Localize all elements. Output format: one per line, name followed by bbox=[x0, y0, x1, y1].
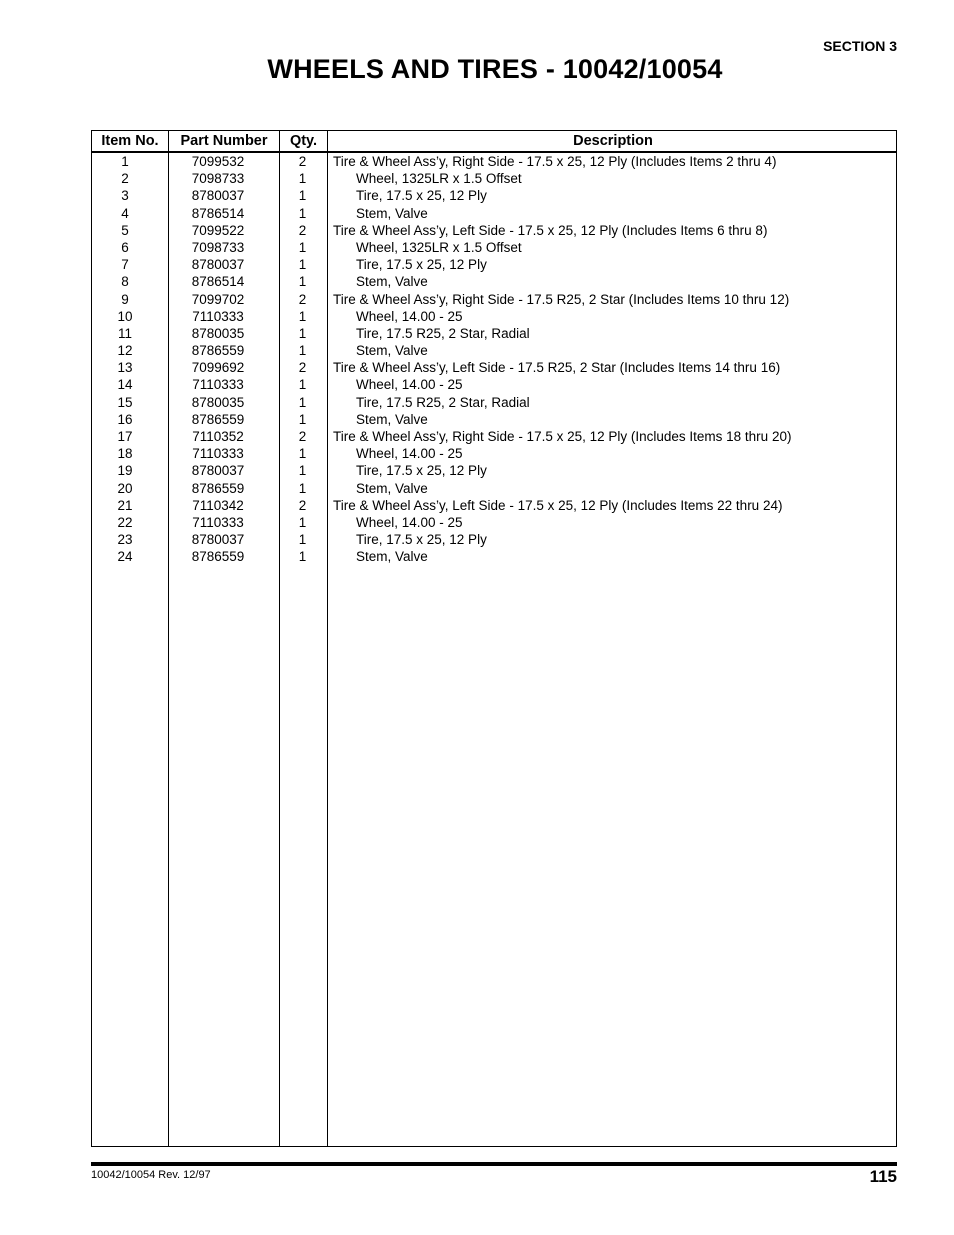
description-cell: Stem, Valve bbox=[356, 411, 428, 427]
table-row bbox=[92, 548, 896, 565]
table-row bbox=[92, 342, 896, 359]
quantity-cell: 1 bbox=[298, 171, 307, 187]
part-number-cell: 8786559 bbox=[191, 549, 245, 565]
item-number-cell: 10 bbox=[117, 308, 133, 324]
quantity-cell: 1 bbox=[298, 514, 307, 530]
item-number-cell: 8 bbox=[121, 274, 129, 290]
table-row bbox=[92, 170, 896, 187]
description-cell: Stem, Valve bbox=[356, 480, 428, 496]
item-number-cell: 24 bbox=[117, 549, 133, 565]
part-number-cell: 8786514 bbox=[191, 205, 245, 221]
header-description: Description bbox=[573, 133, 653, 149]
table-row bbox=[92, 239, 896, 256]
table-row bbox=[92, 480, 896, 497]
table-row bbox=[92, 308, 896, 325]
quantity-cell: 1 bbox=[298, 377, 307, 393]
part-number-cell: 8780035 bbox=[191, 394, 245, 410]
table-row bbox=[92, 153, 896, 170]
part-number-cell: 7110352 bbox=[192, 429, 244, 444]
item-number-cell: 13 bbox=[117, 360, 133, 376]
table-row bbox=[92, 428, 896, 445]
item-number-cell: 1 bbox=[121, 154, 129, 169]
description-cell: Tire, 17.5 R25, 2 Star, Radial bbox=[356, 325, 530, 341]
table-row bbox=[92, 205, 896, 222]
table-row bbox=[92, 531, 896, 548]
description-cell: Tire & Wheel Ass’y, Left Side - 17.5 x 25, 12 Ply (Includes Items 6 thru 8) bbox=[333, 222, 768, 238]
item-number-cell: 7 bbox=[121, 257, 129, 273]
description-cell: Tire, 17.5 x 25, 12 Ply bbox=[356, 257, 487, 273]
table-row bbox=[92, 445, 896, 462]
part-number-cell: 7110333 bbox=[192, 308, 244, 324]
item-number-cell: 19 bbox=[117, 463, 133, 479]
table-row bbox=[92, 359, 896, 376]
item-number-cell: 11 bbox=[117, 325, 132, 341]
quantity-cell: 1 bbox=[298, 325, 307, 341]
table-row bbox=[92, 394, 896, 411]
description-cell: Tire & Wheel Ass’y, Right Side - 17.5 x 25, 12 Ply (Includes Items 2 thru 4) bbox=[333, 154, 777, 169]
item-number-cell: 14 bbox=[117, 377, 133, 393]
item-number-cell: 17 bbox=[117, 429, 133, 444]
description-cell: Stem, Valve bbox=[356, 274, 428, 290]
part-number-cell: 7099522 bbox=[191, 222, 245, 238]
quantity-cell: 1 bbox=[298, 532, 307, 548]
quantity-cell: 1 bbox=[298, 188, 307, 204]
page-number: 115 bbox=[869, 1167, 897, 1186]
header-qty: Qty. bbox=[289, 133, 318, 149]
section-label: SECTION 3 bbox=[823, 38, 897, 54]
description-cell: Tire, 17.5 x 25, 12 Ply bbox=[356, 463, 487, 479]
description-cell: Wheel, 14.00 - 25 bbox=[356, 514, 463, 530]
description-cell: Tire & Wheel Ass’y, Right Side - 17.5 x 25, 12 Ply (Includes Items 18 thru 20) bbox=[333, 429, 792, 444]
part-number-cell: 7099692 bbox=[191, 360, 245, 376]
description-cell: Wheel, 14.00 - 25 bbox=[356, 446, 463, 462]
item-number-cell: 15 bbox=[117, 394, 133, 410]
item-number-cell: 9 bbox=[121, 291, 129, 307]
part-number-cell: 8780037 bbox=[191, 257, 245, 273]
table-row bbox=[92, 256, 896, 273]
quantity-cell: 1 bbox=[298, 480, 307, 496]
part-number-cell: 8780037 bbox=[191, 463, 245, 479]
table-row bbox=[92, 497, 896, 514]
quantity-cell: 1 bbox=[298, 463, 307, 479]
item-number-cell: 22 bbox=[117, 514, 133, 530]
item-number-cell: 4 bbox=[121, 205, 129, 221]
part-number-cell: 7099702 bbox=[191, 291, 245, 307]
table-body bbox=[92, 153, 896, 566]
quantity-cell: 1 bbox=[298, 549, 307, 565]
quantity-cell: 2 bbox=[298, 154, 307, 169]
table-row bbox=[92, 187, 896, 204]
quantity-cell: 1 bbox=[298, 411, 307, 427]
quantity-cell: 2 bbox=[298, 497, 307, 513]
description-cell: Tire & Wheel Ass’y, Left Side - 17.5 R25, 2 Star (Includes Items 14 thru 16) bbox=[333, 360, 781, 376]
item-number-cell: 5 bbox=[121, 222, 129, 238]
item-number-cell: 2 bbox=[121, 171, 129, 187]
item-number-cell: 21 bbox=[117, 497, 133, 513]
quantity-cell: 1 bbox=[298, 394, 307, 410]
quantity-cell: 1 bbox=[298, 274, 307, 290]
quantity-cell: 1 bbox=[298, 239, 307, 255]
part-number-cell: 8786559 bbox=[191, 411, 245, 427]
part-number-cell: 7110342 bbox=[192, 497, 244, 513]
header-item-no: Item No. bbox=[101, 133, 159, 149]
parts-table bbox=[91, 130, 897, 1147]
part-number-cell: 8786559 bbox=[191, 343, 245, 359]
part-number-cell: 8786514 bbox=[191, 274, 245, 290]
quantity-cell: 1 bbox=[298, 446, 307, 462]
table-row bbox=[92, 222, 896, 239]
quantity-cell: 1 bbox=[298, 343, 307, 359]
quantity-cell: 2 bbox=[298, 360, 307, 376]
quantity-cell: 1 bbox=[298, 308, 307, 324]
quantity-cell: 2 bbox=[298, 429, 307, 444]
doc-revision: 10042/10054 Rev. 12/97 bbox=[91, 1169, 211, 1181]
description-cell: Wheel, 14.00 - 25 bbox=[356, 377, 463, 393]
part-number-cell: 8786559 bbox=[191, 480, 245, 496]
description-cell: Wheel, 1325LR x 1.5 Offset bbox=[356, 171, 522, 187]
description-cell: Wheel, 14.00 - 25 bbox=[356, 308, 463, 324]
item-number-cell: 12 bbox=[117, 343, 133, 359]
part-number-cell: 7098733 bbox=[191, 239, 245, 255]
quantity-cell: 2 bbox=[298, 291, 307, 307]
quantity-cell: 1 bbox=[298, 257, 307, 273]
table-row bbox=[92, 514, 896, 531]
description-cell: Stem, Valve bbox=[356, 343, 428, 359]
table-row bbox=[92, 462, 896, 479]
description-cell: Tire & Wheel Ass’y, Right Side - 17.5 R25, 2 Star (Includes Items 10 thru 12) bbox=[333, 291, 790, 307]
description-cell: Tire & Wheel Ass’y, Left Side - 17.5 x 25, 12 Ply (Includes Items 22 thru 24) bbox=[333, 497, 783, 513]
table-row bbox=[92, 291, 896, 308]
description-cell: Wheel, 1325LR x 1.5 Offset bbox=[356, 239, 522, 255]
item-number-cell: 20 bbox=[117, 480, 133, 496]
table-row bbox=[92, 325, 896, 342]
quantity-cell: 1 bbox=[298, 205, 307, 221]
item-number-cell: 16 bbox=[117, 411, 133, 427]
table-row bbox=[92, 411, 896, 428]
part-number-cell: 7098733 bbox=[191, 171, 245, 187]
description-cell: Stem, Valve bbox=[356, 205, 428, 221]
description-cell: Tire, 17.5 x 25, 12 Ply bbox=[356, 188, 487, 204]
part-number-cell: 7110333 bbox=[192, 446, 244, 462]
item-number-cell: 18 bbox=[117, 446, 133, 462]
part-number-cell: 8780035 bbox=[191, 325, 245, 341]
part-number-cell: 8780037 bbox=[191, 188, 245, 204]
item-number-cell: 3 bbox=[121, 188, 129, 204]
table-row bbox=[92, 376, 896, 393]
header-part-number: Part Number bbox=[180, 133, 268, 149]
footer-rule bbox=[91, 1162, 897, 1166]
page-title: WHEELS AND TIRES - 10042/10054 bbox=[267, 54, 723, 84]
description-cell: Tire, 17.5 R25, 2 Star, Radial bbox=[356, 394, 530, 410]
part-number-cell: 7110333 bbox=[192, 377, 244, 393]
item-number-cell: 6 bbox=[121, 239, 129, 255]
description-cell: Tire, 17.5 x 25, 12 Ply bbox=[356, 532, 487, 548]
part-number-cell: 8780037 bbox=[191, 532, 245, 548]
description-cell: Stem, Valve bbox=[356, 549, 428, 565]
item-number-cell: 23 bbox=[117, 532, 133, 548]
part-number-cell: 7110333 bbox=[192, 514, 244, 530]
quantity-cell: 2 bbox=[298, 222, 307, 238]
part-number-cell: 7099532 bbox=[191, 154, 245, 169]
table-row bbox=[92, 273, 896, 290]
